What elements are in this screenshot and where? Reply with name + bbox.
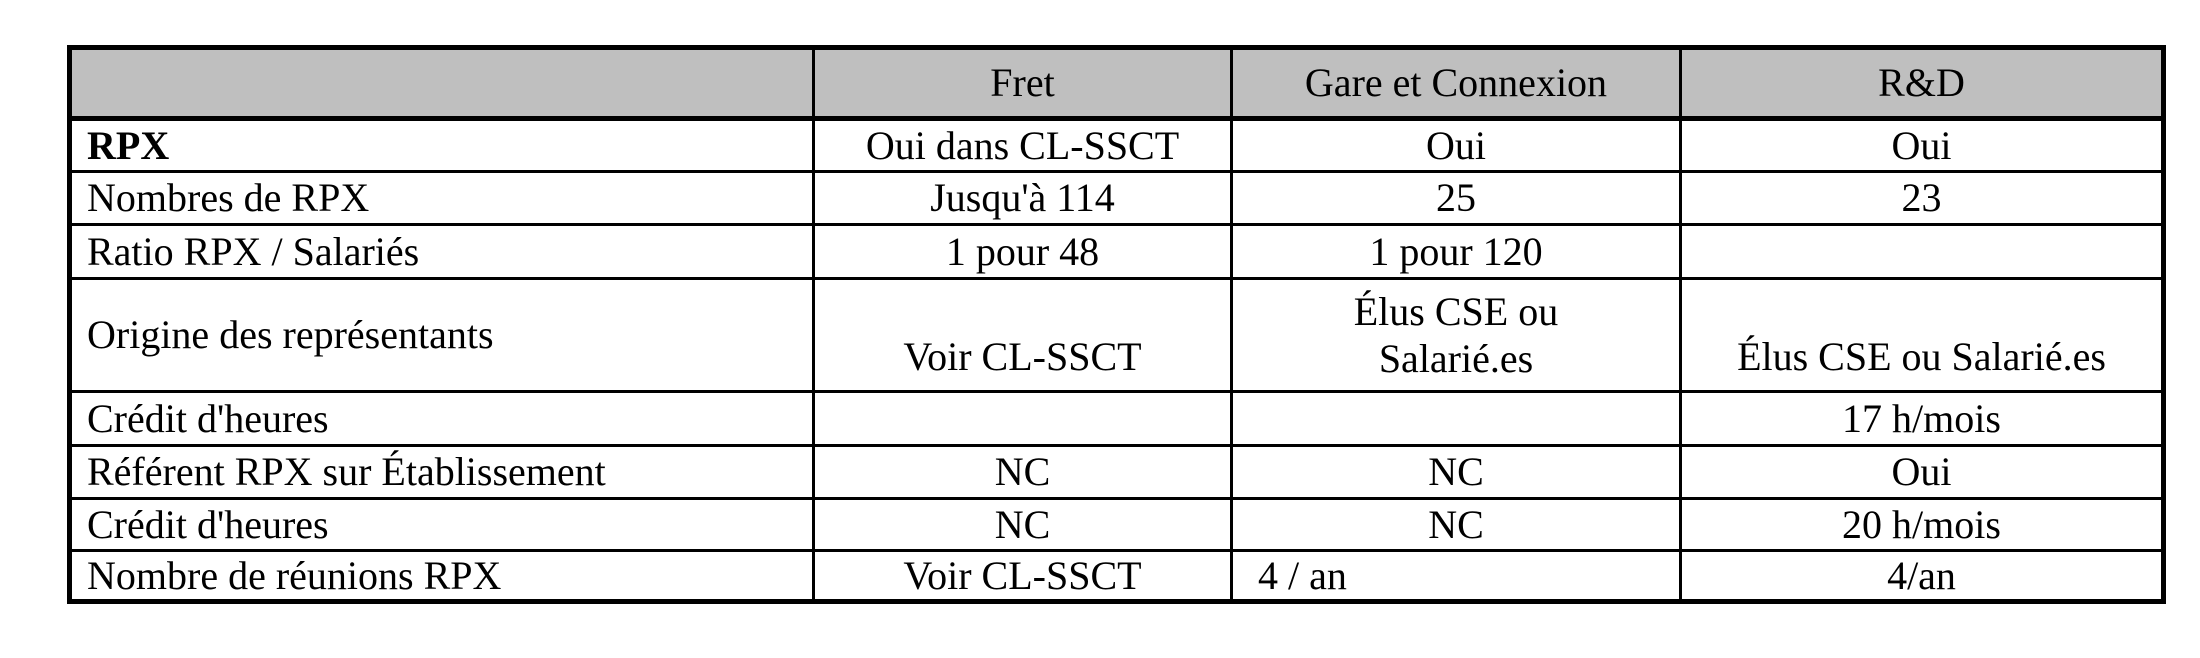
header-row (70, 48, 2164, 119)
table-cell-referent-gare: NC (1232, 446, 1681, 499)
table-cell-origine-fret: Voir CL-SSCT (814, 279, 1232, 392)
header-cell-fret: Fret (814, 48, 1232, 119)
table-row-referent (70, 446, 2164, 499)
table-cell-ratio-fret: 1 pour 48 (814, 225, 1232, 279)
table-cell-credit2-gare: NC (1232, 499, 1681, 551)
rpx-comparison-table-container (67, 45, 2166, 604)
table-cell-referent-fret: NC (814, 446, 1232, 499)
table-cell-nombres-fret: Jusqu'à 114 (814, 172, 1232, 225)
header-cell-gare-et-connexion: Gare et Connexion (1232, 48, 1681, 119)
row-label-credit-heures-1: Crédit d'heures (70, 392, 814, 446)
table-cell-nombres-gare: 25 (1232, 172, 1681, 225)
origine-gare-text: Élus CSE ou Salarié.es (1353, 288, 1559, 381)
table-row-ratio (70, 225, 2164, 279)
table-cell-credit1-gare (1232, 392, 1681, 446)
table-cell-ratio-gare: 1 pour 120 (1232, 225, 1681, 279)
table-cell-rpx-rd: Oui (1681, 119, 2164, 172)
table-row-origine (70, 279, 2164, 392)
table-row-rpx (70, 119, 2164, 172)
table-row-reunions (70, 551, 2164, 602)
table-cell-origine-gare (1232, 279, 1681, 392)
table-cell-rpx-gare: Oui (1232, 119, 1681, 172)
table-cell-nombres-rd: 23 (1681, 172, 2164, 225)
row-label-rpx: RPX (70, 119, 814, 172)
table-cell-rpx-fret: Oui dans CL-SSCT (814, 119, 1232, 172)
table-cell-reunions-gare: 4 / an (1232, 551, 1681, 602)
table-cell-ratio-rd (1681, 225, 2164, 279)
row-label-ratio: Ratio RPX / Salariés (70, 225, 814, 279)
header-cell-empty (70, 48, 814, 119)
header-cell-rd: R&D (1681, 48, 2164, 119)
row-label-nombres-de-rpx: Nombres de RPX (70, 172, 814, 225)
table-cell-origine-rd: Élus CSE ou Salarié.es (1681, 279, 2164, 392)
table-cell-reunions-rd: 4/an (1681, 551, 2164, 602)
row-label-origine: Origine des représentants (70, 279, 814, 392)
table-row-credit-heures-1 (70, 392, 2164, 446)
table-cell-credit2-fret: NC (814, 499, 1232, 551)
table-row-credit-heures-2 (70, 499, 2164, 551)
table-cell-reunions-fret: Voir CL-SSCT (814, 551, 1232, 602)
table-cell-credit1-rd: 17 h/mois (1681, 392, 2164, 446)
table-cell-referent-rd: Oui (1681, 446, 2164, 499)
table-cell-credit2-rd: 20 h/mois (1681, 499, 2164, 551)
rpx-comparison-table (67, 45, 2166, 604)
row-label-referent: Référent RPX sur Établissement (70, 446, 814, 499)
table-cell-credit1-fret (814, 392, 1232, 446)
row-label-credit-heures-2: Crédit d'heures (70, 499, 814, 551)
row-label-reunions: Nombre de réunions RPX (70, 551, 814, 602)
table-row-nombres-de-rpx (70, 172, 2164, 225)
